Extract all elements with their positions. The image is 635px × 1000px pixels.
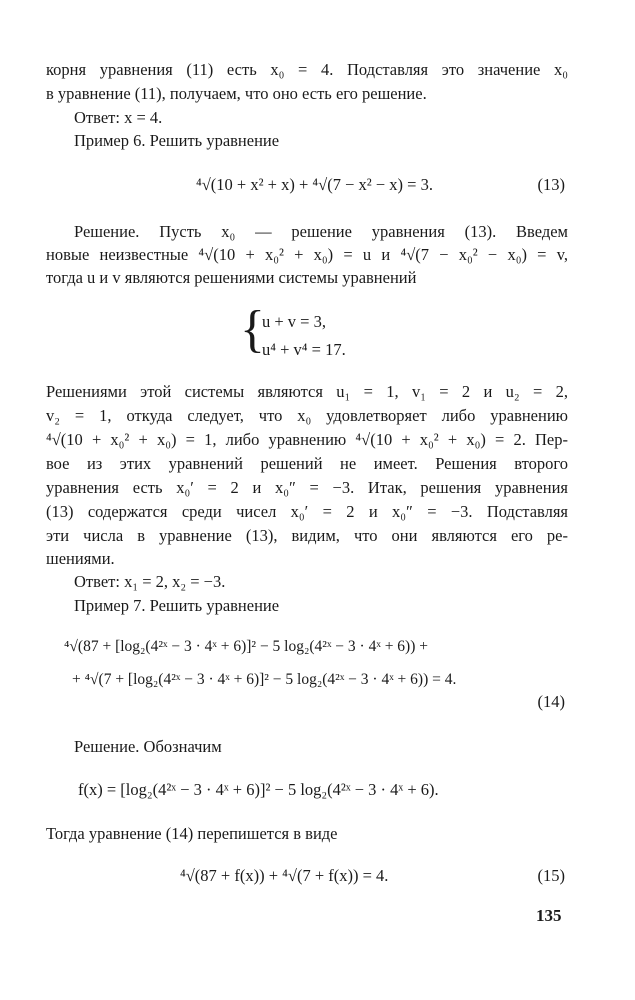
text-line: Тогда уравнение (14) перепишется в виде [46, 824, 338, 843]
equation-number: (13) [537, 175, 565, 194]
equation-15: ⁴√(87 + f(x)) + ⁴√(7 + f(x)) = 4. [180, 866, 389, 885]
text-line: уравнения есть x₀′ = 2 и x₀″ = −3. Итак, решения уравнения [46, 478, 568, 497]
text-line: тогда u и v являются решениями системы уравнений [46, 268, 417, 287]
text-line: вое из этих уравнений решений не имеет. Решения второго [46, 454, 568, 473]
text-line: эти числа в уравнение (13), видим, что они являются его ре- [46, 526, 568, 545]
text-line: шениями. [46, 549, 115, 568]
system-equation-1: u + v = 3, [262, 312, 326, 331]
system-brace: { [240, 301, 265, 358]
equation-14-line-2: + ⁴√(7 + [log₂(4²ˣ − 3 · 4ˣ + 6)]² − 5 log₂(4²ˣ − 3 · 4ˣ + 6)) = 4. [72, 671, 457, 688]
text-line: (13) содержатся среди чисел x₀′ = 2 и x₀″ = −3. Подставляя [46, 502, 568, 521]
equation-number: (14) [537, 692, 565, 711]
text-line: ⁴√(10 + x₀² + x₀) = 1, либо уравнению ⁴√(10 + x₀² + x₀) = 2. Пер- [46, 430, 568, 449]
example-heading: Пример 6. Решить уравнение [74, 131, 280, 150]
equation-number: (15) [537, 866, 565, 885]
page-number: 135 [536, 906, 562, 925]
function-definition: f(x) = [log₂(4²ˣ − 3 · 4ˣ + 6)]² − 5 log₂(4²ˣ − 3 · 4ˣ + 6). [78, 780, 439, 799]
system-equation-2: u⁴ + v⁴ = 17. [262, 340, 346, 359]
answer-line: Ответ: x = 4. [74, 108, 163, 127]
equation-14-line-1: ⁴√(87 + [log₂(4²ˣ − 3 · 4ˣ + 6)]² − 5 log₂(4²ˣ − 3 · 4ˣ + 6)) + [64, 638, 429, 655]
answer-line: Ответ: x₁ = 2, x₂ = −3. [74, 572, 226, 591]
text-line: корня уравнения (11) есть x₀ = 4. Подставляя это значение x₀ [46, 60, 568, 79]
solution-line: Решение. Пусть x₀ — решение уравнения (13). Введем [74, 222, 568, 241]
text-line: новые неизвестные ⁴√(10 + x₀² + x₀) = u и ⁴√(7 − x₀² − x₀) = v, [46, 245, 568, 264]
text-line: в уравнение (11), получаем, что оно есть его решение. [46, 84, 427, 103]
text-line: Решениями этой системы являются u₁ = 1, v₁ = 2 и u₂ = 2, [46, 382, 568, 401]
example-heading: Пример 7. Решить уравнение [74, 596, 280, 615]
solution-line: Решение. Обозначим [74, 737, 222, 756]
equation-13: ⁴√(10 + x² + x) + ⁴√(7 − x² − x) = 3. [196, 175, 433, 194]
text-line: v₂ = 1, откуда следует, что x₀ удовлетворяет либо уравнению [46, 406, 568, 425]
